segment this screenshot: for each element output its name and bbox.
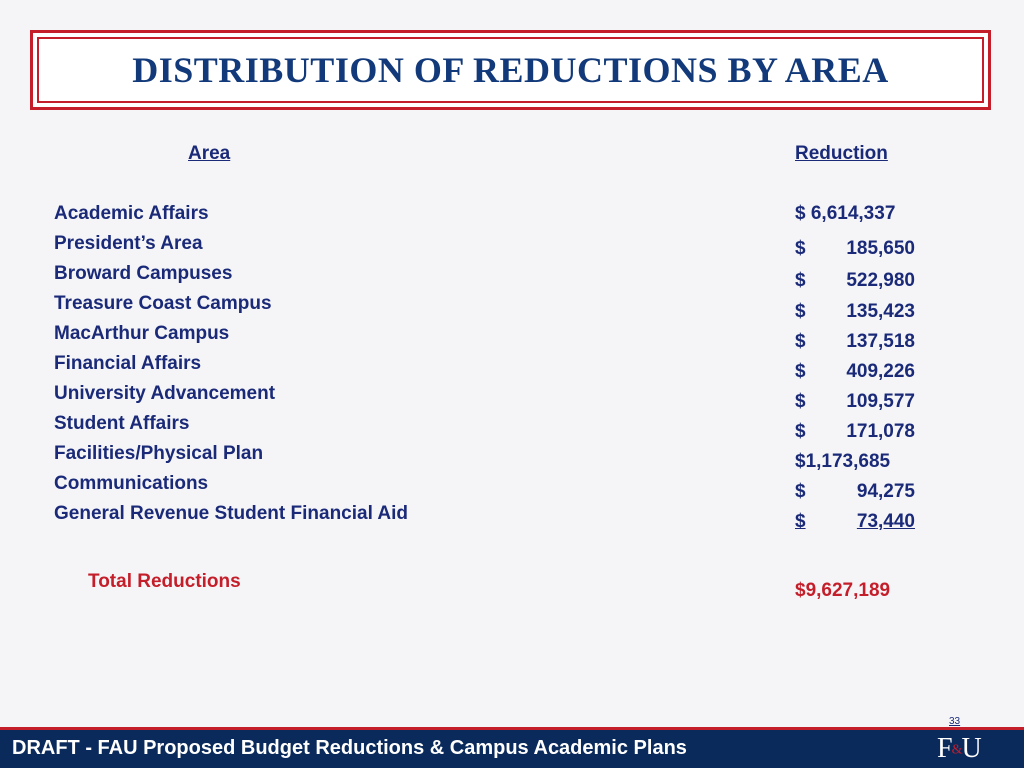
- area-column-header: Area: [188, 143, 231, 164]
- title-frame: [30, 30, 991, 110]
- currency-symbol: $: [795, 238, 806, 259]
- area-label: Student Affairs: [54, 413, 190, 434]
- reduction-amount: [795, 421, 915, 443]
- total-reductions-value: $9,627,189: [795, 580, 891, 601]
- reduction-amount: [795, 203, 915, 225]
- amount-value: 171,078: [846, 421, 915, 442]
- reduction-amount: [795, 451, 915, 473]
- reduction-amount: [795, 481, 915, 503]
- footer-text: DRAFT - FAU Proposed Budget Reductions & Campus Academic Plans: [12, 737, 687, 759]
- reduction-amount: [795, 270, 915, 292]
- currency-symbol: $: [795, 451, 806, 472]
- currency-symbol: $: [795, 301, 806, 322]
- reduction-amount: [795, 301, 915, 323]
- currency-symbol: $: [795, 361, 806, 382]
- reduction-amount: [795, 361, 915, 383]
- amount-value: 137,518: [846, 331, 915, 352]
- area-label: University Advancement: [54, 383, 276, 404]
- amount-value: 185,650: [846, 238, 915, 259]
- area-label: Facilities/Physical Plan: [54, 443, 264, 464]
- amount-value: 94,275: [856, 481, 915, 502]
- amount-value: 1,173,685: [805, 451, 891, 472]
- amount-value: 135,423: [846, 301, 915, 322]
- area-label: Academic Affairs: [54, 203, 209, 224]
- area-label: Financial Affairs: [54, 353, 202, 374]
- currency-symbol: $: [795, 421, 806, 442]
- currency-symbol: $: [795, 481, 806, 502]
- reduction-column-header: Reduction: [795, 143, 888, 164]
- total-reductions-label: Total Reductions: [88, 571, 241, 592]
- area-label: General Revenue Student Financial Aid: [54, 503, 409, 524]
- currency-symbol: $: [795, 331, 806, 352]
- page-number: 33: [949, 716, 961, 727]
- slide-title: DISTRIBUTION OF REDUCTIONS BY AREA: [132, 50, 889, 90]
- amount-value: 409,226: [846, 361, 915, 382]
- currency-symbol: $: [795, 391, 806, 412]
- amount-value: 109,577: [846, 391, 915, 412]
- fau-logo: [937, 733, 981, 765]
- logo-ampersand: &: [951, 742, 962, 758]
- logo-letter-u: U: [961, 733, 981, 764]
- currency-symbol: $: [795, 511, 806, 532]
- reduction-amount: [795, 331, 915, 353]
- reduction-amount: [795, 511, 915, 533]
- footer-bar: [0, 730, 1024, 768]
- title-inner-border: [37, 37, 984, 103]
- area-label: Treasure Coast Campus: [54, 293, 272, 314]
- logo-letter-f: F: [937, 733, 952, 764]
- amount-value: 73,440: [856, 511, 915, 532]
- area-label: MacArthur Campus: [54, 323, 230, 344]
- area-label: Broward Campuses: [54, 263, 233, 284]
- amount-value: 522,980: [846, 270, 915, 291]
- reduction-amount: [795, 238, 915, 260]
- area-label: President’s Area: [54, 233, 203, 254]
- area-label: Communications: [54, 473, 209, 494]
- currency-symbol: $: [795, 203, 806, 224]
- reduction-amount: [795, 391, 915, 413]
- amount-value: 6,614,337: [810, 203, 896, 224]
- currency-symbol: $: [795, 270, 806, 291]
